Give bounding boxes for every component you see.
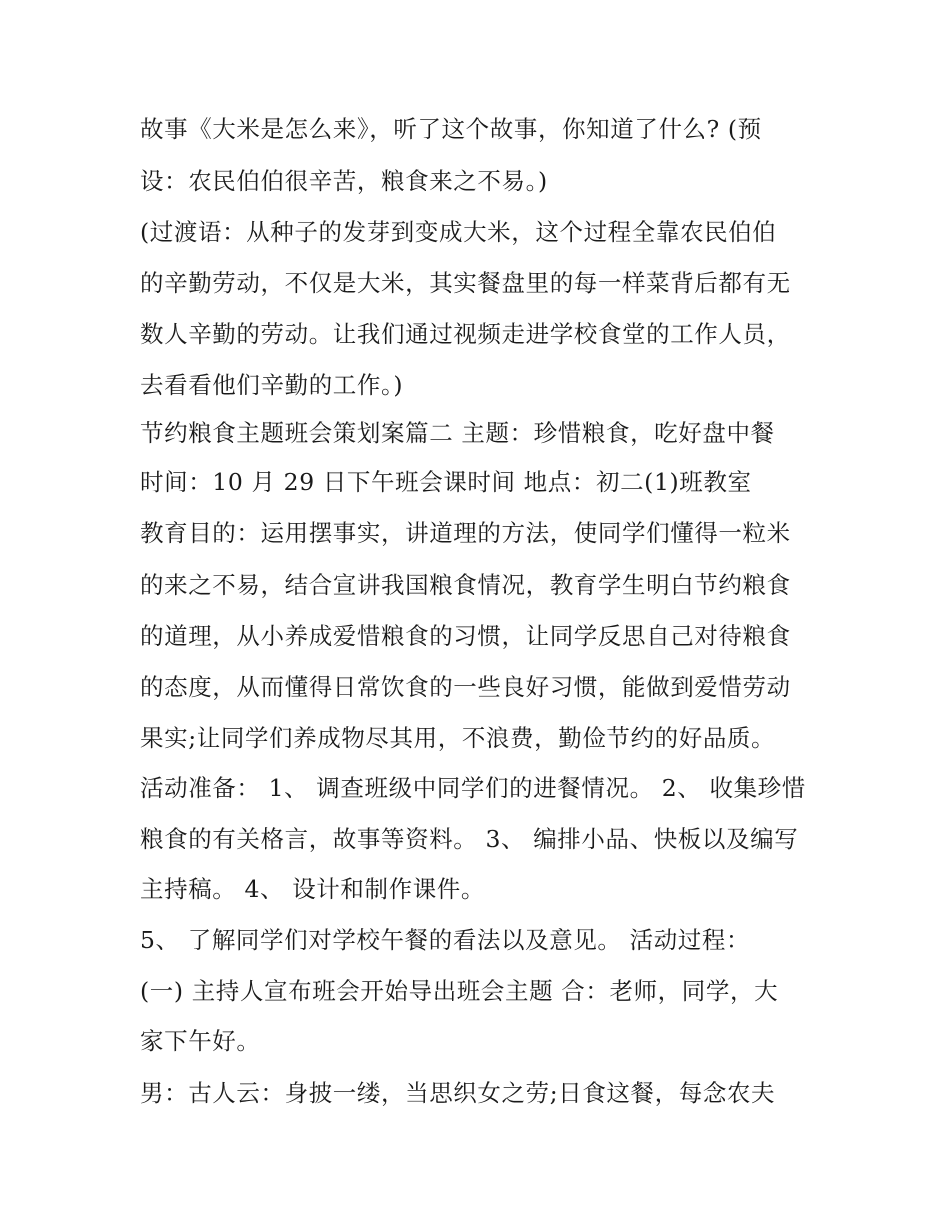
text-line: 活动准备： 1、 调查班级中同学们的进餐情况。 2、 收集珍惜 (140, 774, 806, 802)
text-line: 男：古人云：身披一缕，当思织女之劳;日食这餐，每念农夫 (140, 1079, 776, 1107)
text-line: 的态度，从而懂得日常饮食的一些良好习惯，能做到爱惜劳动 (140, 673, 791, 701)
text-line: 去看看他们辛勤的工作。) (140, 371, 404, 399)
text-line: 粮食的有关格言，故事等资料。 3、 编排小品、快板以及编写 (140, 825, 799, 853)
text-line: (一) 主持人宣布班会开始导出班会主题 合：老师，同学，大 (140, 977, 779, 1005)
text-line: 的道理，从小养成爱惜粮食的习惯，让同学反思自己对待粮食 (140, 622, 791, 650)
text-line: 教育目的：运用摆事实，讲道理的方法，使同学们懂得一粒米 (140, 519, 791, 547)
text-line: 故事《大米是怎么来》，听了这个故事，你知道了什么? (预 (140, 115, 762, 143)
text-line: (过渡语：从种子的发芽到变成大米，这个过程全靠农民伯伯 (140, 218, 777, 246)
text-line: 时间：10 月 29 日下午班会课时间 地点：初二(1)班教室 (140, 468, 752, 496)
text-line: 家下午好。 (140, 1027, 261, 1055)
text-line: 数人辛勤的劳动。让我们通过视频走进学校食堂的工作人员， (140, 320, 791, 348)
text-line: 果实;让同学们养成物尽其用，不浪费，勤俭节约的好品质。 (140, 724, 776, 752)
text-line: 的来之不易，结合宣讲我国粮食情况，教育学生明白节约粮食 (140, 571, 791, 599)
text-line: 设：农民伯伯很辛苦，粮食来之不易。) (140, 167, 548, 195)
text-line: 的辛勤劳动，不仅是大米，其实餐盘里的每一样菜背后都有无 (140, 269, 791, 297)
text-line: 主持稿。 4、 设计和制作课件。 (140, 875, 485, 903)
text-line: 5、 了解同学们对学校午餐的看法以及意见。 活动过程： (140, 926, 751, 954)
text-line: 节约粮食主题班会策划案篇二 主题：珍惜粮食，吃好盘中餐 (140, 419, 775, 447)
